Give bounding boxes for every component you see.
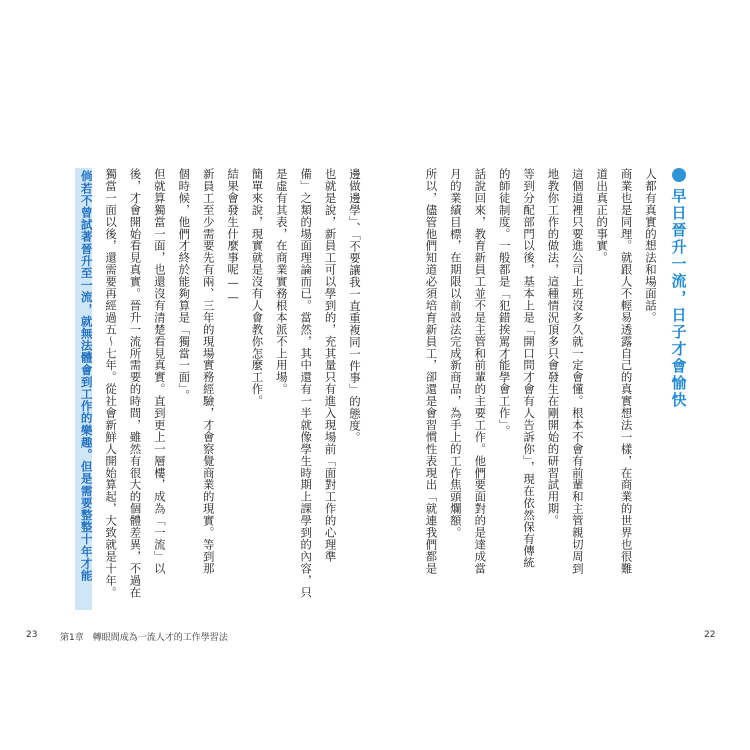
text-column: 地教你工作的做法，這種情況頂多只會發生在剛開始的研習試用期。 [546, 168, 561, 527]
page-number-right: 22 [704, 630, 716, 640]
bullet-dot-icon [672, 168, 686, 182]
text-column: 簡單來說，現實就是沒有人會教你怎麼工作。 [250, 168, 265, 407]
text-column: 但就算獨當一面，也還沒有清楚看見真實。直到更上一層樓，成為「一流」以 [152, 168, 167, 575]
text-column: 的師徒制度。一般都是「犯錯挨罵才能學會工作」。 [497, 168, 512, 438]
text-column: 邊做邊學」、「不要讓我一直重複同一件事」的態度。 [348, 168, 362, 444]
text-column: 新員工至少需要先有兩、三年的現場實務經驗，才會察覺商業的現實。等到那 [201, 168, 216, 575]
text-column: 備」之類的場面理論而已。當然，其中還有一半就像學生時期上課學到的內容，只 [299, 168, 314, 599]
text-column: 這個道裡只要進公司上班沒多久就一定會懂。根本不會有前輩和主管親切周到 [570, 168, 585, 575]
right-page [388, 168, 690, 610]
text-column: 也就是說，新員工可以學到的，充其量只有進入現場前「面對工作的心理準 [323, 168, 338, 563]
text-column: 獨當一面以後，還需要再經過五～七年。從社會新鮮人開始算起，大致就是十年。 [104, 168, 119, 599]
text-column: 道出真正的事實。 [595, 168, 610, 264]
text-column: 人都有真實的想法和場面話。 [644, 168, 658, 324]
text-column: 後，才會開始看見真實。晉升一流所需要的時間，雖然有很大的個體差異，不過在 [128, 168, 143, 599]
left-page [58, 168, 360, 610]
page-number-left: 23 [26, 630, 38, 640]
text-column: 所以，儘管他們知道必須培育新員工，卻還是會習慣性表現出「就連我們都是 [424, 168, 439, 575]
text-column: 個時候，他們才終於能夠算是「獨當一面」。 [177, 168, 192, 402]
running-footer-chapter: 第1章 轉眼間成為一流人才的工作學習法 [60, 633, 228, 643]
text-column: 是虛有其表，在商業實務根本派不上用場。 [274, 168, 289, 396]
section-heading-text: 早日晉升一流，日子才會愉快 [669, 188, 688, 409]
section-heading [668, 168, 690, 610]
text-column: 商業也是同理。就跟人不輕易透露自己的真實想法一樣，在商業的世界也很難 [619, 168, 634, 575]
text-column: 話說回來，教育新員工並不是主管和前輩的主要工作。他們要面對的是達成當 [473, 168, 488, 575]
highlighted-sentence: 倘若不曾試著晉升至一流，就無法體會到工作的樂趣。但是需要整整十年才能 [75, 168, 92, 610]
text-column: 月的業績目標，在期限以前設法完成新商品，為手上的工作焦頭爛額。 [448, 168, 463, 539]
text-column: 結果會發生什麼事呢—— [226, 168, 241, 305]
text-column: 等到分配部門以後，基本上是「開口問才會有人告訴你」，現在依然保有傳統 [522, 168, 537, 569]
